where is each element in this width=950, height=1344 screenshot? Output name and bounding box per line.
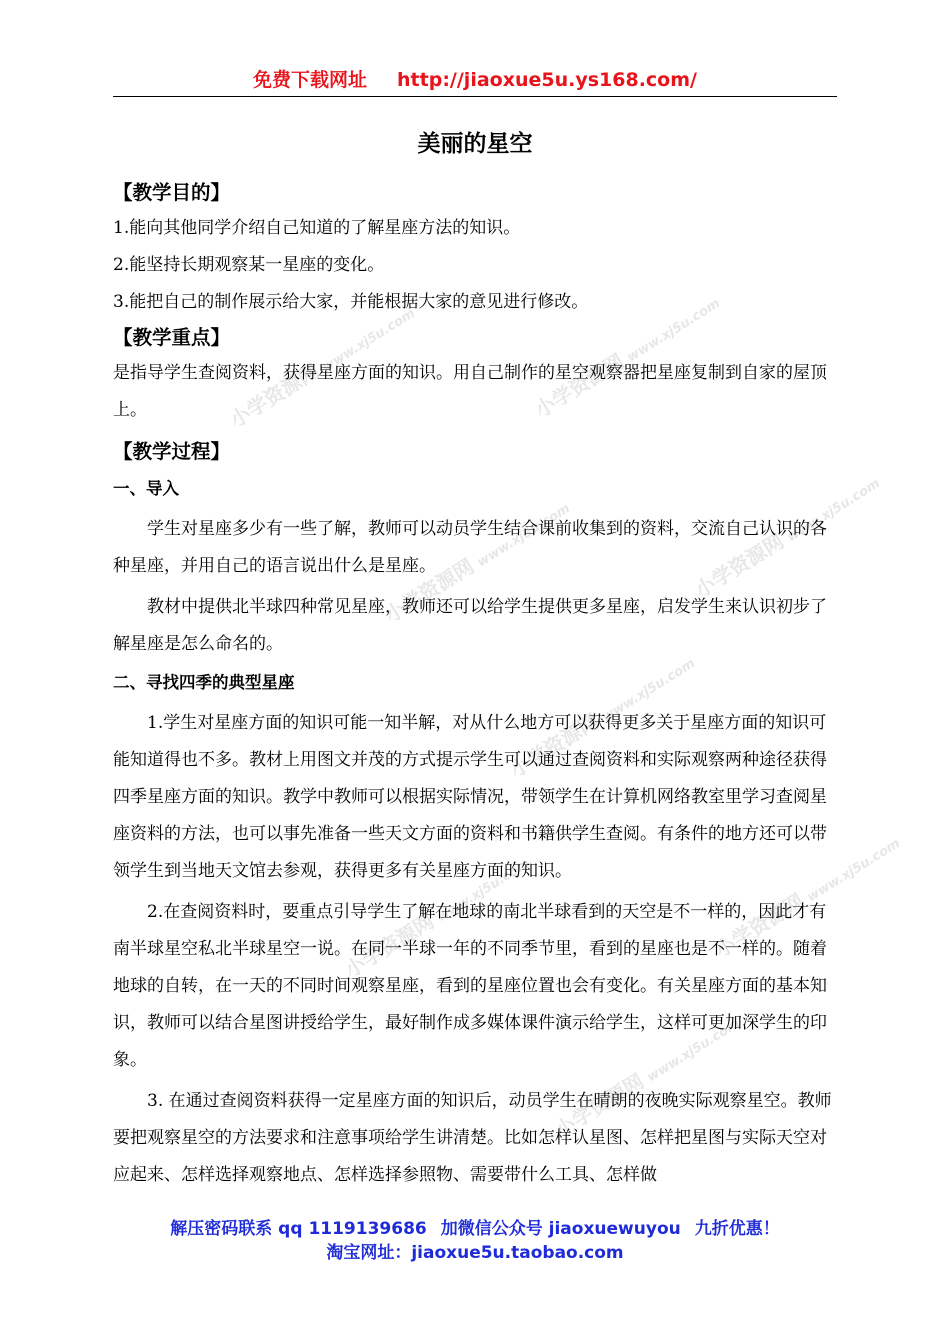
footer-taobao-link[interactable]: 淘宝网址：jiaoxue5u.taobao.com: [326, 1243, 624, 1263]
page-title: 美丽的星空: [417, 131, 533, 157]
page-header: [113, 58, 837, 97]
paragraph: 3. 在通过查阅资料获得一定星座方面的知识后，动员学生在晴朗的夜晚实际观察星空。教师要把观察星空的方法要求和注意事项给学生讲清楚。比如怎样认星图、怎样把星图与实际天空对应起来、怎样选择观察地点、怎样选择参照物、需要带什么工具、怎样做: [113, 1091, 832, 1185]
watermark: 小学资源网www.xj5u.com: [690, 476, 883, 603]
paragraph: 学生对星座多少有一些了解，教师可以动员学生结合课前收集到的资料，交流自己认识的各种星座，并用自己的语言说出什么是星座。: [113, 519, 827, 576]
goal-item: 2.能坚持长期观察某一星座的变化。: [113, 255, 385, 275]
watermark: 小学资源网www.xj5u.com: [550, 1016, 743, 1143]
footer-wechat: 加微信公众号 jiaoxuewuyou: [440, 1219, 681, 1239]
watermark: 小学资源网www.xj5u.com: [505, 656, 698, 783]
footer-contact: [113, 1216, 837, 1242]
footer-qq: 解压密码联系 qq 1119139686: [170, 1219, 427, 1239]
goal-item: 3.能把自己的制作展示给大家，并能根据大家的意见进行修改。: [113, 292, 589, 312]
subheading-seasons: 二、寻找四季的典型星座: [113, 673, 295, 692]
focus-text: 是指导学生查阅资料，获得星座方面的知识。用自己制作的星空观察器把星座复制到自家的屋顶上。: [113, 363, 827, 420]
document-body: [113, 176, 837, 1194]
section-heading-process: 【教学过程】: [113, 440, 231, 463]
section-heading-focus: 【教学重点】: [113, 326, 231, 349]
footer-discount: 九折优惠！: [694, 1219, 780, 1239]
section-heading-goals: 【教学目的】: [113, 181, 231, 204]
watermark: 小学资源网www.xj5u.com: [710, 836, 903, 963]
paragraph: 1.学生对星座方面的知识可能一知半解，对从什么地方可以获得更多关于星座方面的知识可能知道得也不多。教材上用图文并茂的方式提示学生可以通过查阅资料和实际观察两种途径获得四季星座方面的知识。教学中教师可以根据实际情况，带领学生在计算机网络教室里学习查阅星座资料的方法，也可以事先准备一些天文方面的资料和书籍供学生查阅。有条件的地方还可以带领学生到当地天文馆去参观，获得更多有关星座方面的知识。: [113, 713, 827, 881]
watermark: 小学资源网www.xj5u.com: [530, 296, 723, 423]
goal-item: 1.能向其他同学介绍自己知道的了解星座方法的知识。: [113, 218, 521, 238]
subheading-intro: 一、导入: [113, 479, 179, 498]
header-label: 免费下载网址: [253, 69, 368, 91]
paragraph: 2.在查阅资料时，要重点引导学生了解在地球的南北半球看到的天空是不一样的，因此才有南半球星空私北半球星空一说。在同一半球一年的不同季节里，看到的星座也是不一样的。随着地球的自转，在一天的不同时间观察星座，看到的星座位置也会有变化。有关星座方面的基本知识，教师可以结合星图讲授给学生，最好制作成多媒体课件演示给学生，这样可更加深学生的印象。: [113, 902, 827, 1070]
paragraph: 教材中提供北半球四种常见星座，教师还可以给学生提供更多星座，启发学生来认识初步了解星座是怎么命名的。: [113, 597, 827, 654]
watermark: 小学资源网www.xj5u.com: [340, 856, 533, 983]
header-url[interactable]: http://jiaoxue5u.ys168.com/: [397, 69, 697, 91]
watermark: 小学资源网www.xj5u.com: [225, 306, 418, 433]
watermark: 小学资源网www.xj5u.com: [380, 501, 573, 628]
